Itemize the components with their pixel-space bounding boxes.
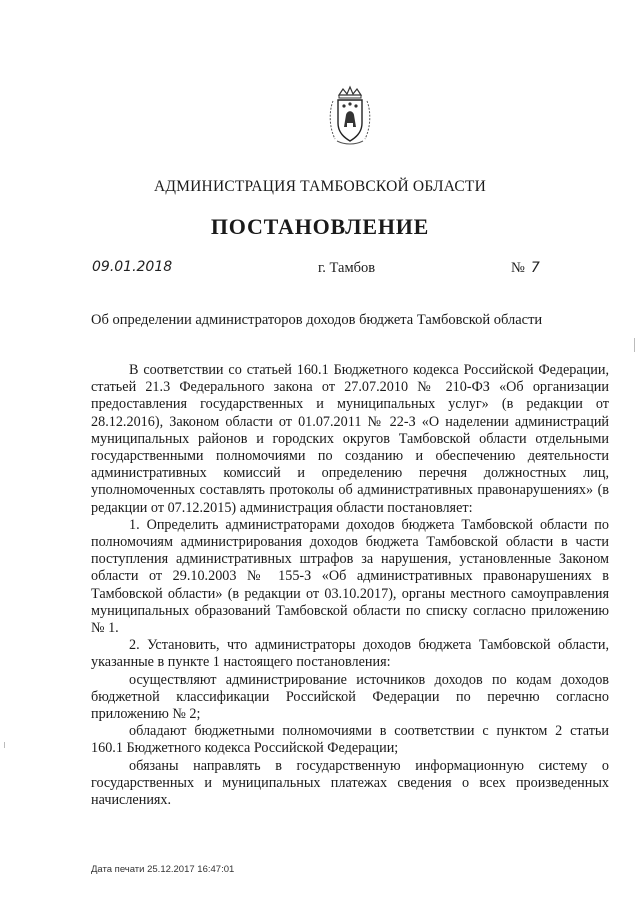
paragraph-item-2: 2. Установить, что администраторы доходов бюджета Тамбовской области, указанные в пункте 1 настоящего постановления: [91,637,609,671]
document-subject: Об определении администраторов доходов бюджета Тамбовской области [91,312,543,328]
tambov-coat-of-arms-icon [325,85,375,147]
scan-margin-mark [634,338,635,352]
document-number [511,260,540,277]
document-body [91,362,609,809]
paragraph-subitem-3: обязаны направлять в государственную информационную систему о государственных и муниципальных платежах сведения о всех произведенных начислениях. [91,757,609,809]
paragraph-preamble: В соответствии со статьей 160.1 Бюджетного кодекса Российской Федерации, статьей 21.3 Федерального закона от 27.07.2010 № 210-ФЗ «Об организации предоставления государственных и муниципальных услуг» (в редакции от 28.12.2016), Законом области от 01.07.2011 № 22-З «О наделении администраций муниципальных районов и городских округов Тамбовской области отдельными государственными полномочиями по созданию и обеспечению деятельности административных комиссий и определению перечня должностных лиц, уполномоченных составлять протоколы об административных правонарушениях» (в редакции от 07.12.2015) администрация области постановляет: [91,362,609,516]
city: г. Тамбов [318,260,376,276]
paragraph-subitem-2: обладают бюджетными полномочиями в соответствии с пунктом 2 статьи 160.1 Бюджетного кодекса Российской Федерации; [91,723,609,757]
organization-title: АДМИНИСТРАЦИЯ ТАМБОВСКОЙ ОБЛАСТИ [154,178,486,195]
paragraph-subitem-1: осуществляют администрирование источников доходов по кодам доходов бюджетной классификации Российской Федерации по перечню согласно приложению № 2; [91,671,609,723]
print-date-footer: Дата печати 25.12.2017 16:47:01 [91,864,235,875]
scan-margin-mark [4,742,5,748]
document-type-title: ПОСТАНОВЛЕНИЕ [210,214,430,239]
paragraph-item-1: 1. Определить администраторами доходов бюджета Тамбовской области по полномочиям администрирования доходов бюджета Тамбовской области в части поступления административных штрафов за нарушения, установленные Законом области от 29.10.2003 № 155-З «Об административных правонарушениях в Тамбовской области» (в редакции от 03.10.2017), органы местного самоуправления муниципальных образований Тамбовской области по списку согласно приложению № 1. [91,516,609,637]
document-date: 09.01.2018 [92,259,173,275]
number-value: 7 [530,260,540,276]
number-label: № [511,260,525,276]
